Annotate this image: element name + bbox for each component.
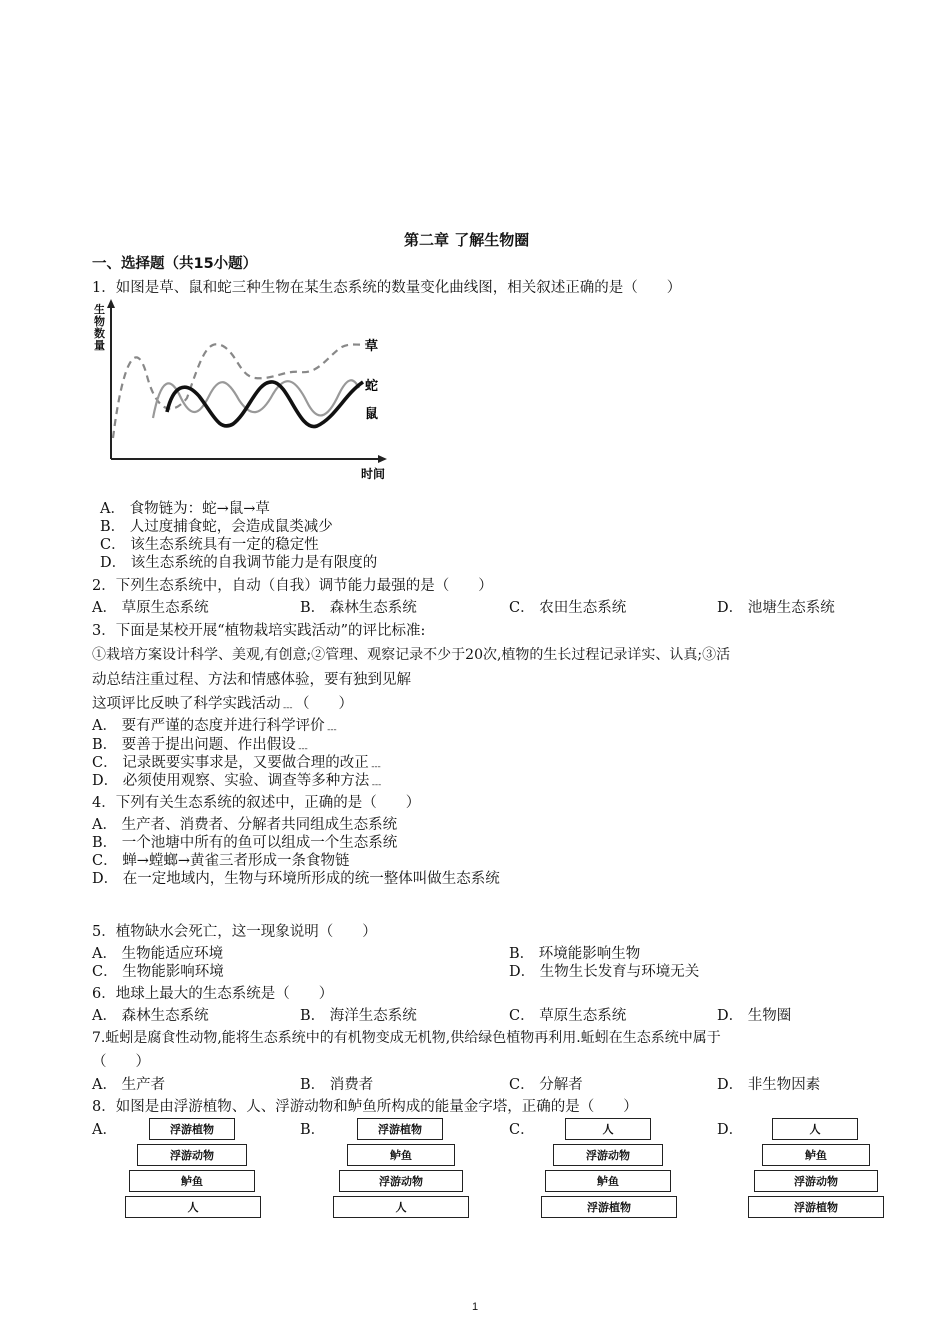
population-curve-chart — [95, 298, 395, 488]
q7-option-b[interactable]: B． 消费者 — [300, 1077, 374, 1093]
grass-label: 草 — [365, 339, 379, 354]
y-axis-arrow — [107, 299, 115, 308]
q8-option-c-letter[interactable]: C． — [509, 1122, 535, 1138]
q8-option-a-letter[interactable]: A． — [92, 1122, 117, 1138]
snake-label: 蛇 — [365, 379, 379, 394]
question-7-stem: 7.蚯蚓是腐食性动物,能将生态系统中的有机物变成无机物,供给绿色植物再利用.蚯蚓在生态系统中属于 — [92, 1030, 721, 1046]
q5-option-a[interactable]: A． 生物能适应环境 — [92, 946, 224, 962]
q1-option-d[interactable]: D． 该生态系统的自我调节能力是有限度的 — [100, 555, 378, 571]
pyramid-tier: 鲈鱼 — [762, 1144, 870, 1166]
pyramid-tier: 浮游动物 — [754, 1170, 878, 1192]
q3-option-d[interactable]: D． 必须使用观察、实验、调查等多种方法﹍ — [92, 773, 384, 789]
q2-option-d[interactable]: D． 池塘生态系统 — [717, 600, 835, 616]
q5-option-d[interactable]: D． 生物生长发育与环境无关 — [509, 964, 700, 980]
q3-option-b[interactable]: B． 要善于提出问题、作出假设﹍ — [92, 737, 311, 753]
grass-curve — [113, 344, 367, 438]
q1-option-b[interactable]: B． 人过度捕食蛇，会造成鼠类减少 — [100, 519, 333, 535]
pyramid-tier: 鲈鱼 — [129, 1170, 255, 1192]
question-3-criteria-line2: 动总结注重过程、方法和情感体验，要有独到见解 — [92, 672, 411, 688]
question-8-stem: 8．如图是由浮游植物、人、浮游动物和鲈鱼所构成的能量金字塔，正确的是（ ） — [92, 1099, 638, 1115]
q4-option-a[interactable]: A． 生产者、消费者、分解者共同组成生态系统 — [92, 817, 398, 833]
q8-pyramid-a[interactable] — [125, 1118, 261, 1220]
q3-option-c[interactable]: C． 记录既要实事求是，又要做合理的改正﹍ — [92, 755, 384, 771]
pyramid-tier: 人 — [125, 1196, 261, 1218]
q2-option-c[interactable]: C． 农田生态系统 — [509, 600, 627, 616]
pyramid-tier: 浮游植物 — [149, 1118, 235, 1140]
q5-option-b[interactable]: B． 环境能影响生物 — [509, 946, 641, 962]
q2-option-a[interactable]: A． 草原生态系统 — [92, 600, 209, 616]
q7-option-a[interactable]: A． 生产者 — [92, 1077, 166, 1093]
question-2-stem: 2．下列生态系统中，自动（自我）调节能力最强的是（ ） — [92, 578, 493, 594]
y-axis-label: 生物数量 — [94, 303, 105, 352]
question-3-stem: 3．下面是某校开展“植物栽培实践活动”的评比标准: — [92, 623, 426, 639]
x-axis-arrow — [378, 455, 387, 463]
pyramid-tier: 人 — [565, 1118, 651, 1140]
question-1-chart — [95, 298, 395, 488]
mouse-label: 鼠 — [365, 407, 379, 422]
q6-option-d[interactable]: D． 生物圈 — [717, 1008, 792, 1024]
question-3-prompt: 这项评比反映了科学实践活动﹍（ ） — [92, 696, 353, 712]
section-heading: 一、选择题（共15小题） — [92, 256, 258, 272]
pyramid-tier: 浮游动物 — [553, 1144, 663, 1166]
question-6-stem: 6．地球上最大的生态系统是（ ） — [92, 986, 334, 1002]
question-1-stem: 1．如图是草、鼠和蛇三种生物在某生态系统的数量变化曲线图，相关叙述正确的是（ ） — [92, 280, 682, 296]
q7-option-d[interactable]: D． 非生物因素 — [717, 1077, 821, 1093]
pyramid-tier: 浮游动物 — [339, 1170, 463, 1192]
pyramid-tier: 浮游动物 — [137, 1144, 247, 1166]
q4-option-b[interactable]: B． 一个池塘中所有的鱼可以组成一个生态系统 — [92, 835, 398, 851]
pyramid-tier: 人 — [772, 1118, 858, 1140]
pyramid-tier: 人 — [333, 1196, 469, 1218]
q8-option-d-letter[interactable]: D． — [717, 1122, 744, 1138]
q4-option-c[interactable]: C． 蝉→螳螂→黄雀三者形成一条食物链 — [92, 853, 350, 869]
pyramid-tier: 浮游植物 — [541, 1196, 677, 1218]
q8-pyramid-d[interactable] — [748, 1118, 884, 1220]
question-4-stem: 4．下列有关生态系统的叙述中，正确的是（ ） — [92, 795, 421, 811]
question-3-criteria-line1: ①栽培方案设计科学、美观,有创意;②管理、观察记录不少于20次,植物的生长过程记录详实、认真;③活 — [92, 647, 731, 663]
page-number: 1 — [472, 1301, 479, 1313]
question-5-stem: 5．植物缺水会死亡，这一现象说明（ ） — [92, 924, 377, 940]
q3-option-a[interactable]: A． 要有严谨的态度并进行科学评价﹍ — [92, 718, 340, 734]
q2-option-b[interactable]: B． 森林生态系统 — [300, 600, 417, 616]
pyramid-tier: 浮游植物 — [748, 1196, 884, 1218]
q1-option-c[interactable]: C． 该生态系统具有一定的稳定性 — [100, 537, 319, 553]
page-title: 第二章 了解生物圈 — [404, 231, 530, 249]
q7-option-c[interactable]: C． 分解者 — [509, 1077, 583, 1093]
q5-option-c[interactable]: C． 生物能影响环境 — [92, 964, 224, 980]
q6-option-c[interactable]: C． 草原生态系统 — [509, 1008, 627, 1024]
q6-option-b[interactable]: B． 海洋生态系统 — [300, 1008, 417, 1024]
x-axis-label: 时间 — [361, 467, 386, 481]
pyramid-tier: 鲈鱼 — [347, 1144, 455, 1166]
q8-pyramid-b[interactable] — [333, 1118, 469, 1220]
question-7-stem-cont: （ ） — [92, 1054, 150, 1070]
pyramid-tier: 浮游植物 — [357, 1118, 443, 1140]
pyramid-tier: 鲈鱼 — [545, 1170, 671, 1192]
q1-option-a[interactable]: A． 食物链为：蛇→鼠→草 — [100, 501, 270, 517]
q4-option-d[interactable]: D． 在一定地域内，生物与环境所形成的统一整体叫做生态系统 — [92, 871, 500, 887]
q8-pyramid-c[interactable] — [541, 1118, 677, 1220]
q6-option-a[interactable]: A． 森林生态系统 — [92, 1008, 209, 1024]
q8-option-b-letter[interactable]: B． — [300, 1122, 326, 1138]
